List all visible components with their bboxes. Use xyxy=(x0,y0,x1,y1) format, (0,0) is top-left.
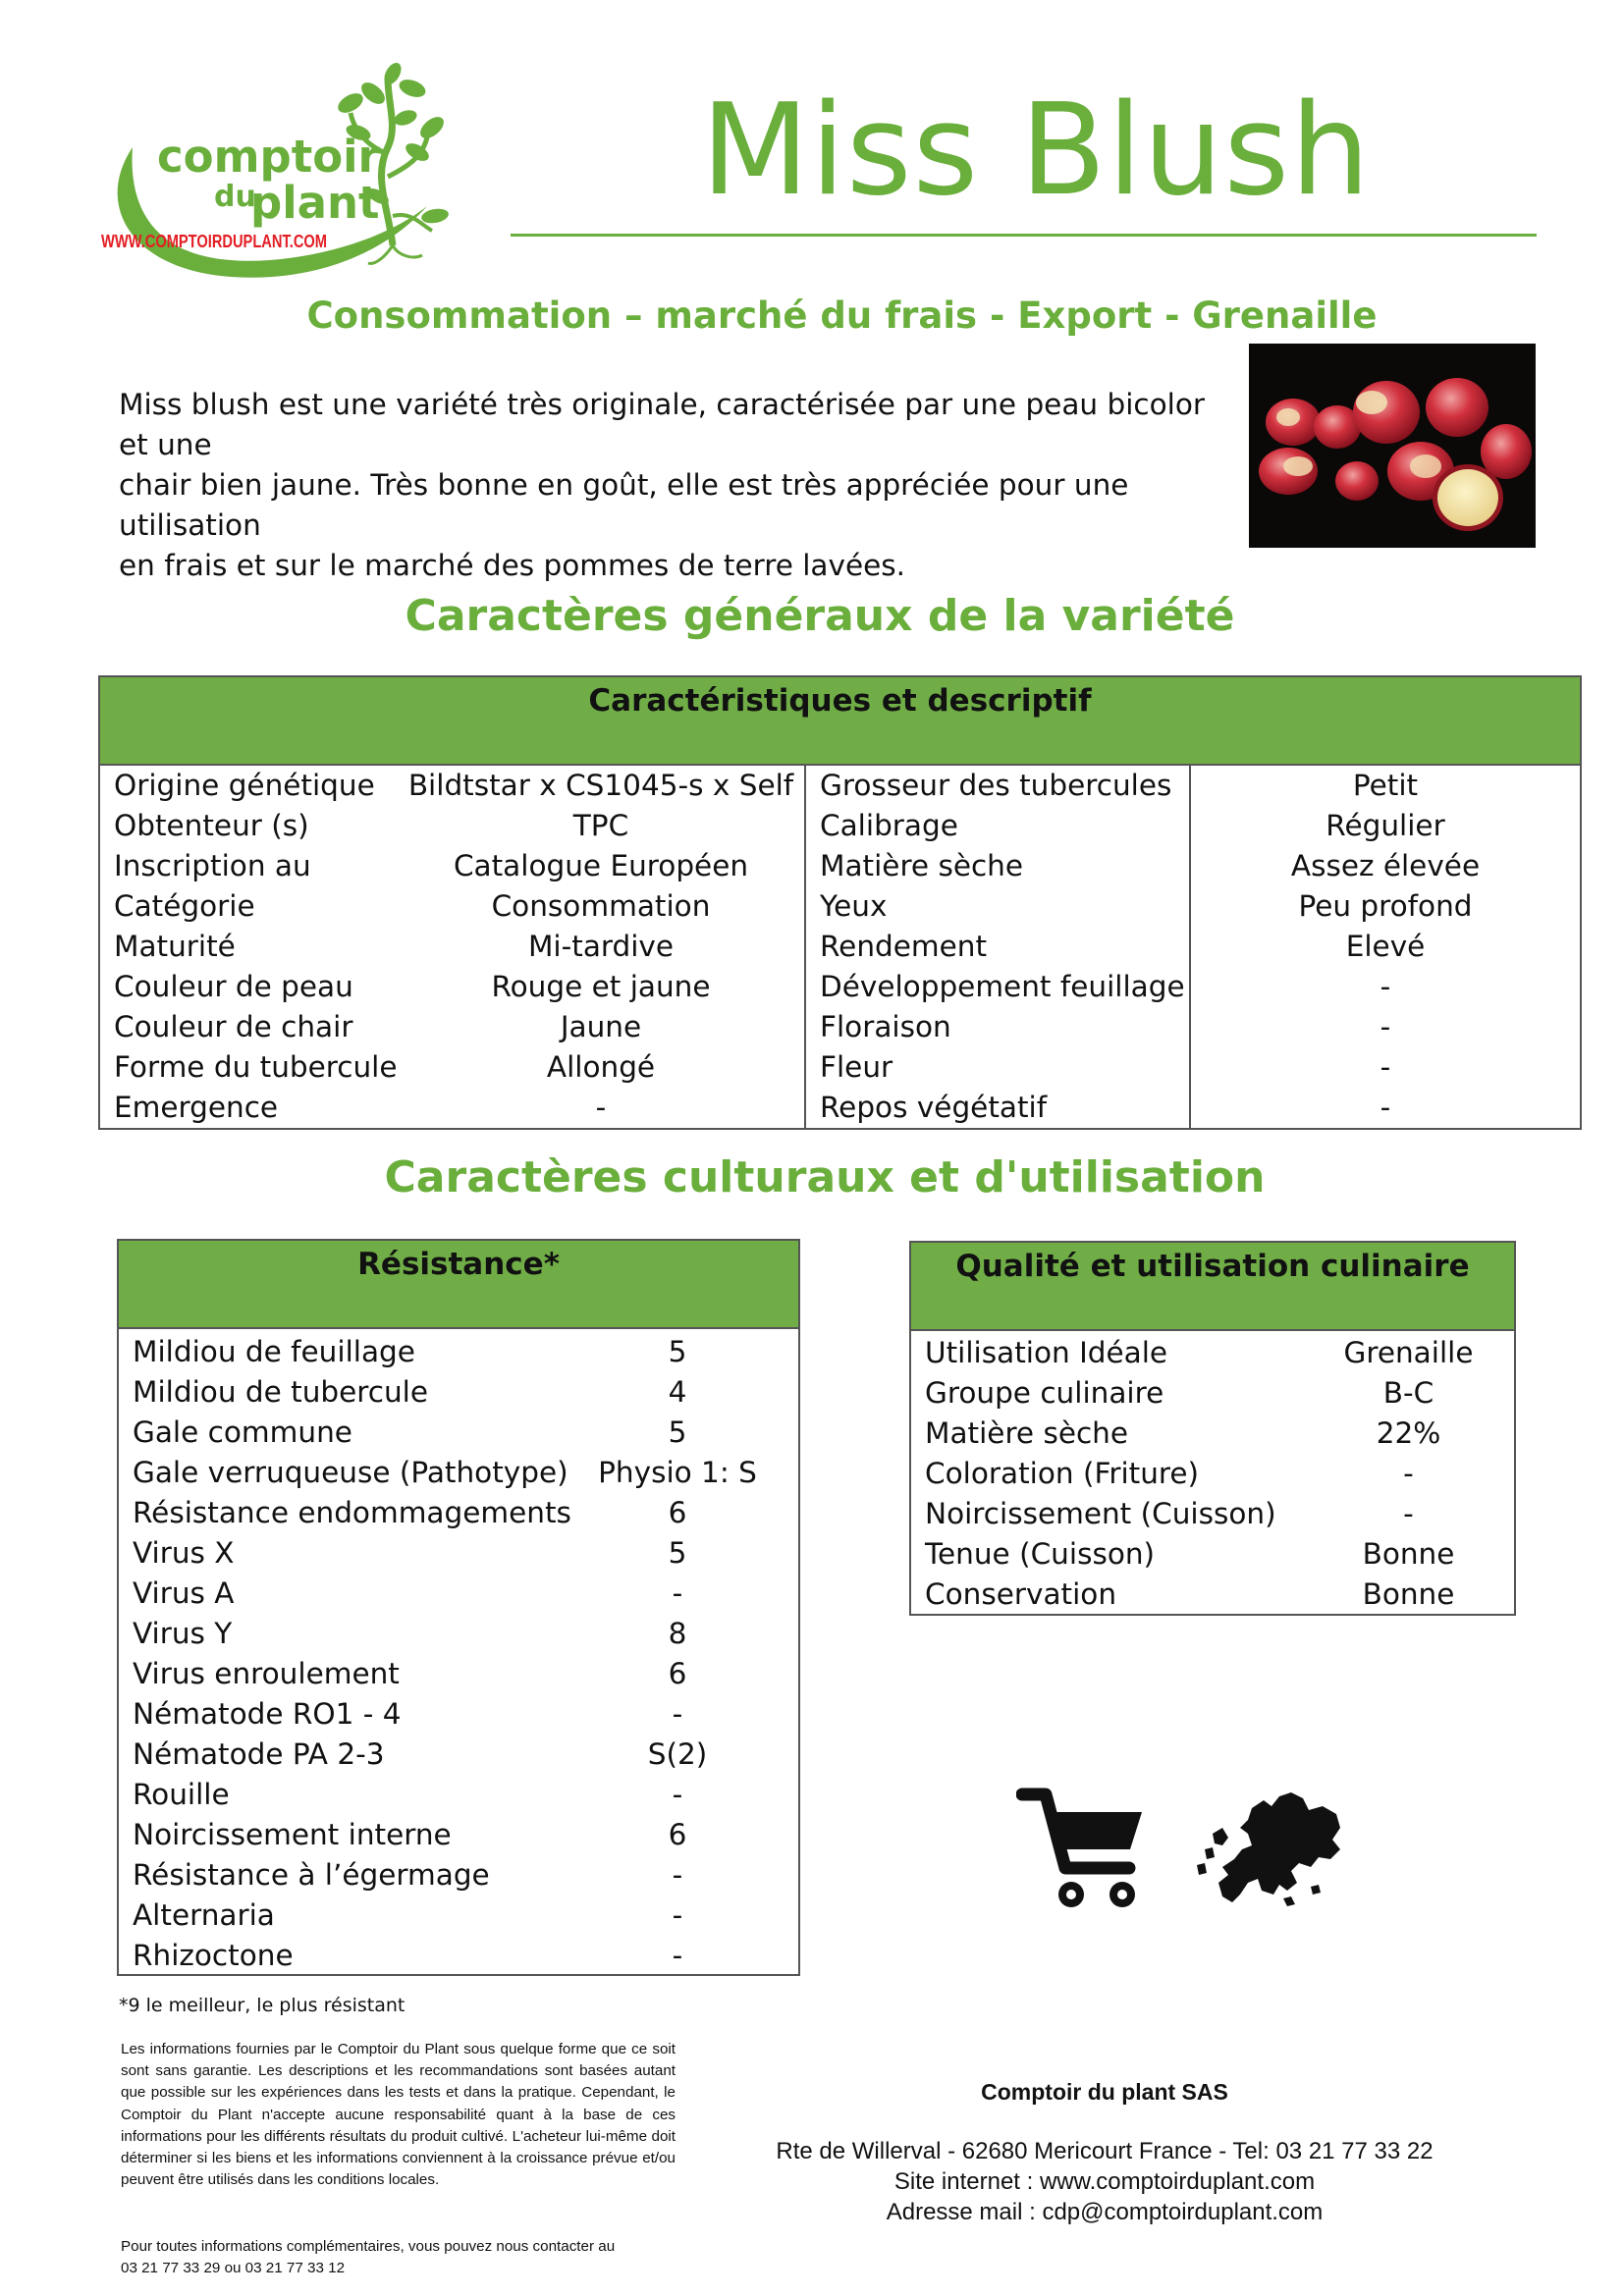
table-header xyxy=(119,1241,798,1329)
table-row xyxy=(114,1088,408,1128)
row-label: Tenue (Cuisson) xyxy=(925,1537,1156,1571)
table-row xyxy=(114,1047,408,1088)
table-row xyxy=(405,1047,797,1088)
row-value: B-C xyxy=(1382,1376,1434,1410)
row-label: Inscription au xyxy=(114,849,311,882)
table-row xyxy=(119,1775,798,1815)
row-label: Fleur xyxy=(820,1050,893,1084)
row-label: Gale verruqueuse (Pathotype) xyxy=(133,1456,568,1489)
row-label: Maturité xyxy=(114,930,236,963)
subtitle-text: Consommation – marché du frais - Export - Grenaille xyxy=(306,294,1378,337)
logo-graphic xyxy=(93,59,506,294)
row-label: Yeux xyxy=(820,889,888,923)
table-row xyxy=(820,806,1183,846)
row-value: Elevé xyxy=(1345,930,1426,963)
table-row xyxy=(114,1007,408,1047)
table-row xyxy=(405,927,797,967)
company-email[interactable]: Adresse mail : cdp@comptoirduplant.com xyxy=(886,2199,1324,2225)
title-underline xyxy=(511,234,1537,237)
right-labels-column xyxy=(820,766,1183,1128)
row-label: Groupe culinaire xyxy=(925,1376,1164,1410)
table-header-label: Qualité et utilisation culinaire xyxy=(955,1249,1470,1284)
culinary-quality-table xyxy=(909,1241,1516,1616)
row-value: Peu profond xyxy=(1298,889,1473,923)
table-row xyxy=(114,886,408,927)
table-row xyxy=(820,967,1183,1007)
row-value: - xyxy=(1380,970,1391,1003)
table-row xyxy=(405,1007,797,1047)
legal-disclaimer: Les informations fournies par le Comptoir du Plant sous quelque forme que ce soit sont sans garantie. Les descriptions et les recommandations sont basées autant que possible sur les expériences dans les tests et dans la pratique. Cependant, le Comptoir du Plant n'accepte aucune responsabilité quant à la base de ces informations pour les différents résultats du produit cultivé. L'acheteur lui-même doit déterminer si les biens et les informations conviennent à la croissance prévue et/ou peuvent être utilisés dans les conditions locales. xyxy=(121,2041,676,2189)
resistance-footnote: *9 le meilleur, le plus résistant xyxy=(119,1995,406,2016)
table-header xyxy=(100,677,1580,766)
table-body xyxy=(100,766,1580,1128)
row-label: Forme du tubercule xyxy=(114,1050,398,1084)
table-row xyxy=(1191,766,1580,806)
potato-photo xyxy=(1249,344,1536,548)
table-row xyxy=(119,1574,798,1614)
table-row xyxy=(820,1007,1183,1047)
row-value: - xyxy=(672,1576,683,1610)
row-value: - xyxy=(672,1778,683,1811)
table-row xyxy=(911,1534,1514,1575)
row-label: Coloration (Friture) xyxy=(925,1457,1200,1490)
row-value: - xyxy=(672,1898,683,1932)
row-value: 4 xyxy=(668,1375,687,1409)
table-row xyxy=(119,1936,798,1976)
row-label: Obtenteur (s) xyxy=(114,809,309,842)
row-value: 5 xyxy=(668,1415,687,1449)
row-value: Régulier xyxy=(1325,809,1445,842)
page-title: Miss Blush xyxy=(700,78,1372,224)
table-row xyxy=(911,1333,1514,1373)
logo-line2a: du xyxy=(214,180,256,214)
intro-line: chair bien jaune. Très bonne en goût, elle est très appréciée pour une utilisation xyxy=(119,468,1129,542)
row-label: Résistance endommagements xyxy=(133,1496,571,1529)
row-value: Allongé xyxy=(546,1050,656,1084)
table-row xyxy=(820,1047,1183,1088)
row-value: Grenaille xyxy=(1343,1336,1474,1369)
row-label: Mildiou de feuillage xyxy=(133,1335,415,1368)
section-heading-cultural: Caractères culturaux et d'utilisation xyxy=(384,1152,1266,1202)
row-label: Conservation xyxy=(925,1577,1117,1611)
table-row xyxy=(114,927,408,967)
logo-url: WWW.COMPTOIRDUPLANT.COM xyxy=(101,232,327,251)
logo-line2b: plant xyxy=(250,177,380,229)
row-label: Matière sèche xyxy=(925,1416,1129,1450)
row-label: Floraison xyxy=(820,1010,951,1043)
contact-note-phones: 03 21 77 33 29 ou 03 21 77 33 12 xyxy=(121,2260,346,2276)
table-row xyxy=(1191,886,1580,927)
table-row xyxy=(119,1815,798,1855)
table-row xyxy=(820,927,1183,967)
row-value: 22% xyxy=(1376,1416,1441,1450)
row-label: Nématode RO1 - 4 xyxy=(133,1697,402,1731)
row-label: Développement feuillage xyxy=(820,970,1185,1003)
row-value: - xyxy=(1403,1497,1414,1530)
row-label: Alternaria xyxy=(133,1898,275,1932)
left-values-column xyxy=(405,766,797,1128)
row-label: Rhizoctone xyxy=(133,1939,294,1972)
table-row xyxy=(911,1494,1514,1534)
row-value: - xyxy=(1380,1010,1391,1043)
general-characteristics-table xyxy=(98,675,1582,1130)
table-header xyxy=(911,1243,1514,1331)
europe-map-icon xyxy=(1193,1789,1350,1916)
row-value: Catalogue Européen xyxy=(453,849,749,882)
row-value: 5 xyxy=(668,1335,687,1368)
row-value: - xyxy=(672,1858,683,1892)
shopping-cart-icon xyxy=(1016,1785,1149,1912)
table-row xyxy=(1191,967,1580,1007)
row-label: Origine génétique xyxy=(114,769,375,802)
potato-image xyxy=(1249,344,1536,548)
row-label: Nématode PA 2-3 xyxy=(133,1737,385,1771)
row-label: Gale commune xyxy=(133,1415,352,1449)
row-value: S(2) xyxy=(647,1737,708,1771)
company-name: Comptoir du plant SAS xyxy=(981,2079,1228,2105)
row-value: Consommation xyxy=(491,889,711,923)
row-value: Mi-tardive xyxy=(527,930,675,963)
table-row xyxy=(119,1614,798,1654)
row-label: Virus A xyxy=(133,1576,235,1610)
row-value: TPC xyxy=(572,809,629,842)
company-contact xyxy=(746,2136,1463,2227)
row-value: Rouge et jaune xyxy=(491,970,711,1003)
intro-paragraph xyxy=(119,385,1209,586)
logo-line1: comptoir xyxy=(157,131,380,183)
row-label: Couleur de chair xyxy=(114,1010,353,1043)
table-row xyxy=(405,967,797,1007)
table-row xyxy=(820,1088,1183,1128)
intro-line: en frais et sur le marché des pommes de terre lavées. xyxy=(119,549,906,582)
table-row xyxy=(911,1575,1514,1615)
table-row xyxy=(119,1896,798,1936)
row-label: Calibrage xyxy=(820,809,958,842)
table-row xyxy=(119,1735,798,1775)
table-header-label: Caractéristiques et descriptif xyxy=(588,683,1092,719)
table-row xyxy=(911,1414,1514,1454)
row-label: Résistance à l’égermage xyxy=(133,1858,490,1892)
table-row xyxy=(119,1372,798,1413)
table-row xyxy=(119,1694,798,1735)
column-divider xyxy=(804,766,806,1128)
table-row xyxy=(119,1493,798,1533)
table-row xyxy=(119,1413,798,1453)
row-label: Noircissement interne xyxy=(133,1818,452,1851)
row-value: 6 xyxy=(668,1496,687,1529)
table-row xyxy=(911,1373,1514,1414)
row-value: - xyxy=(672,1697,683,1731)
row-label: Matière sèche xyxy=(820,849,1024,882)
table-row xyxy=(820,846,1183,886)
table-header-label: Résistance* xyxy=(357,1247,560,1282)
table-body xyxy=(119,1329,798,1976)
row-label: Virus X xyxy=(133,1536,235,1570)
row-label: Virus Y xyxy=(133,1617,233,1650)
company-logo xyxy=(93,59,506,294)
contact-note-line: Pour toutes informations complémentaires, vous pouvez nous contacter au xyxy=(121,2238,616,2255)
left-labels-column xyxy=(114,766,408,1128)
table-row xyxy=(820,886,1183,927)
table-row xyxy=(119,1855,798,1896)
table-row xyxy=(1191,806,1580,846)
table-body xyxy=(911,1331,1514,1615)
row-label: Emergence xyxy=(114,1091,279,1124)
row-label: Mildiou de tubercule xyxy=(133,1375,429,1409)
row-value: Assez élevée xyxy=(1290,849,1481,882)
company-website[interactable]: Site internet : www.comptoirduplant.com xyxy=(893,2168,1316,2195)
table-row xyxy=(405,1088,797,1128)
table-row xyxy=(405,806,797,846)
contact-note xyxy=(121,2236,676,2279)
right-values-column xyxy=(1191,766,1580,1128)
section-heading-general: Caractères généraux de la variété xyxy=(405,591,1235,641)
table-row xyxy=(114,806,408,846)
table-row xyxy=(119,1654,798,1694)
row-value: - xyxy=(1380,1050,1391,1084)
table-row xyxy=(1191,1047,1580,1088)
table-row xyxy=(405,886,797,927)
row-value: 5 xyxy=(668,1536,687,1570)
row-value: Physio 1: S xyxy=(598,1456,757,1489)
table-row xyxy=(1191,846,1580,886)
row-value: Petit xyxy=(1352,769,1419,802)
row-label: Grosseur des tubercules xyxy=(820,769,1172,802)
row-label: Repos végétatif xyxy=(820,1091,1048,1124)
table-row xyxy=(405,846,797,886)
row-value: - xyxy=(672,1939,683,1972)
row-label: Virus enroulement xyxy=(133,1657,400,1690)
table-row xyxy=(119,1332,798,1372)
row-label: Catégorie xyxy=(114,889,255,923)
row-value: - xyxy=(595,1091,607,1124)
table-row xyxy=(119,1453,798,1493)
row-label: Noircissement (Cuisson) xyxy=(925,1497,1276,1530)
company-address: Rte de Willerval - 62680 Mericourt France - Tel: 03 21 77 33 22 xyxy=(776,2138,1434,2164)
row-value: Jaune xyxy=(560,1010,642,1043)
table-row xyxy=(1191,1007,1580,1047)
table-row xyxy=(114,846,408,886)
table-row xyxy=(114,766,408,806)
row-value: 6 xyxy=(668,1818,687,1851)
row-value: 6 xyxy=(668,1657,687,1690)
table-row xyxy=(114,967,408,1007)
row-value: - xyxy=(1380,1091,1391,1124)
table-row xyxy=(911,1454,1514,1494)
row-label: Rouille xyxy=(133,1778,230,1811)
row-value: 8 xyxy=(668,1617,687,1650)
resistance-table xyxy=(117,1239,800,1976)
table-row xyxy=(820,766,1183,806)
table-row xyxy=(405,766,797,806)
row-value: Bonne xyxy=(1362,1577,1455,1611)
row-value: Bonne xyxy=(1362,1537,1455,1571)
row-label: Utilisation Idéale xyxy=(925,1336,1168,1369)
table-row xyxy=(1191,1088,1580,1128)
intro-line: Miss blush est une variété très originale, caractérisée par une peau bicolor et une xyxy=(119,388,1206,461)
row-label: Rendement xyxy=(820,930,988,963)
table-row xyxy=(1191,927,1580,967)
subtitle xyxy=(98,294,1623,337)
table-row xyxy=(119,1533,798,1574)
row-value: Bildtstar x CS1045-s x Self xyxy=(407,769,794,802)
row-value: - xyxy=(1403,1457,1414,1490)
row-label: Couleur de peau xyxy=(114,970,353,1003)
